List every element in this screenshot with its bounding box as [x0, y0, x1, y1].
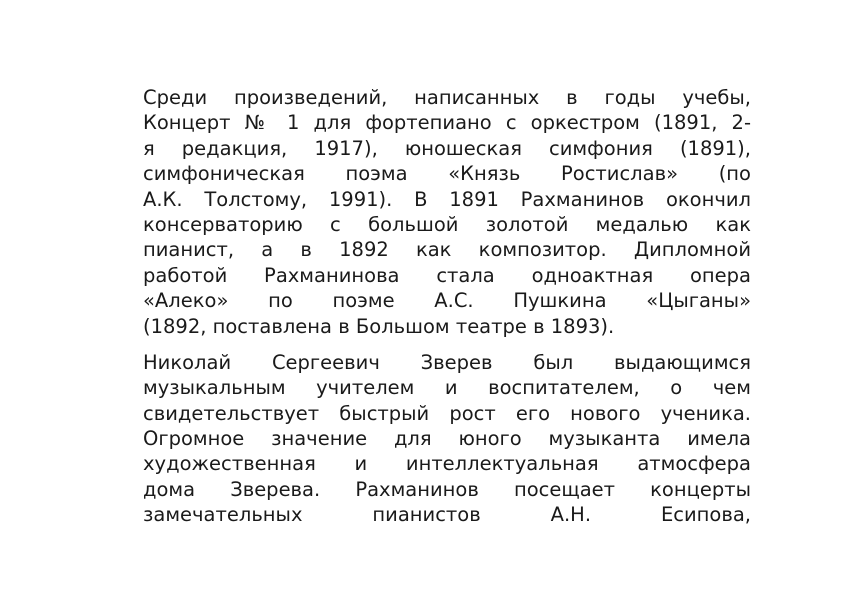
text-line: (1892, поставлена в Большом театре в 1893). — [143, 314, 615, 338]
text-line: Огромное значение для юного музыканта имела — [143, 427, 751, 451]
text-line: художественная и интеллектуальная атмосфера — [143, 452, 751, 476]
text-line: Концерт № 1 для фортепиано с оркестром (1891, 2- — [143, 111, 751, 135]
text-line: я редакция, 1917), юношеская симфония (1891), — [143, 136, 751, 160]
text-line: дома Зверева. Рахманинов посещает концерты — [143, 477, 751, 501]
text-line: «Алеко» по поэме А.С. Пушкина «Цыганы» — [143, 289, 751, 313]
paragraph-2 — [143, 350, 751, 528]
text-line: Николай Сергеевич Зверев был выдающимся — [143, 350, 751, 374]
paragraph-gap — [143, 339, 751, 350]
text-line: симфоническая поэма «Князь Ростислав» (по — [143, 162, 751, 186]
text-line: свидетельствует быстрый рост его нового ученика. — [143, 401, 751, 425]
body-text — [143, 85, 751, 528]
text-line: консерваторию с большой золотой медалью как — [143, 212, 751, 236]
paragraph-1 — [143, 85, 751, 339]
text-line: Среди произведений, написанных в годы учебы, — [143, 86, 751, 109]
text-line: замечательных пианистов А.Н. Есипова, — [143, 503, 751, 527]
text-line: А.К. Толстому, 1991). В 1891 Рахманинов окончил — [143, 187, 751, 211]
text-line: музыкальным учителем и воспитателем, о чем — [143, 376, 751, 400]
text-line: пианист, а в 1892 как композитор. Дипломной — [143, 238, 751, 262]
text-line: работой Рахманинова стала одноактная опера — [143, 263, 751, 287]
